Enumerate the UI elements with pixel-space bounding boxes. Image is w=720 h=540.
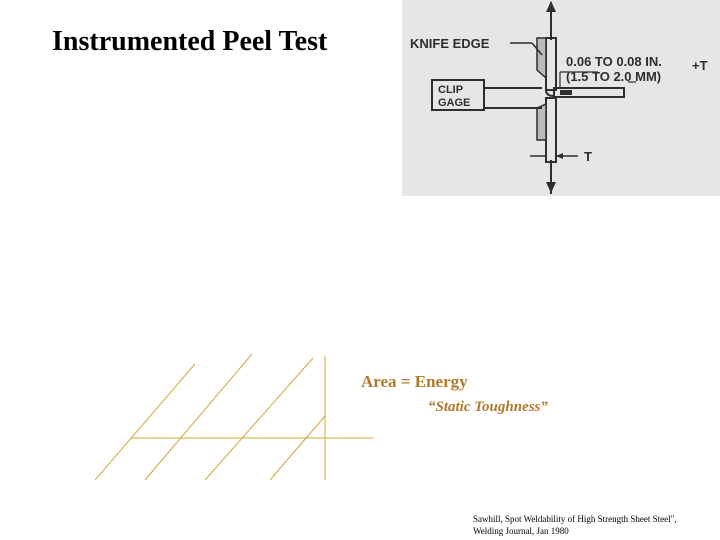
hatch-line: [270, 416, 325, 480]
citation-line-2: Welding Journal, Jan 1980: [473, 526, 569, 536]
label-gap-mm: (1.5 TO 2.0 MM): [566, 69, 662, 84]
label-knife-edge: KNIFE EDGE: [410, 36, 490, 51]
area-energy-caption: Area = Energy: [361, 372, 468, 391]
label-gage: GAGE: [438, 97, 471, 109]
citation: [473, 513, 677, 537]
knife-edge-icon: [537, 38, 546, 78]
hatch-line: [95, 364, 195, 480]
peel-test-fixture-figure: [402, 0, 720, 196]
label-t: T: [584, 149, 592, 164]
arrow-down-icon: [546, 182, 556, 193]
hatch-line: [145, 354, 252, 480]
static-toughness-caption: “Static Toughness”: [428, 399, 548, 415]
hatched-energy-sketch: [95, 350, 377, 482]
citation-line-1: Sawhill, Spot Weldability of High Strength Sheet Steel",: [473, 514, 677, 524]
label-gap-in: 0.06 TO 0.08 IN.: [566, 54, 662, 69]
fixture-schematic: [402, 0, 720, 196]
arrow-up-icon: [546, 1, 556, 12]
slide-title: Instrumented Peel Test: [52, 26, 328, 57]
label-clip: CLIP: [438, 84, 464, 96]
label-plus-t: +T: [692, 58, 708, 73]
hatch-line: [205, 358, 313, 480]
